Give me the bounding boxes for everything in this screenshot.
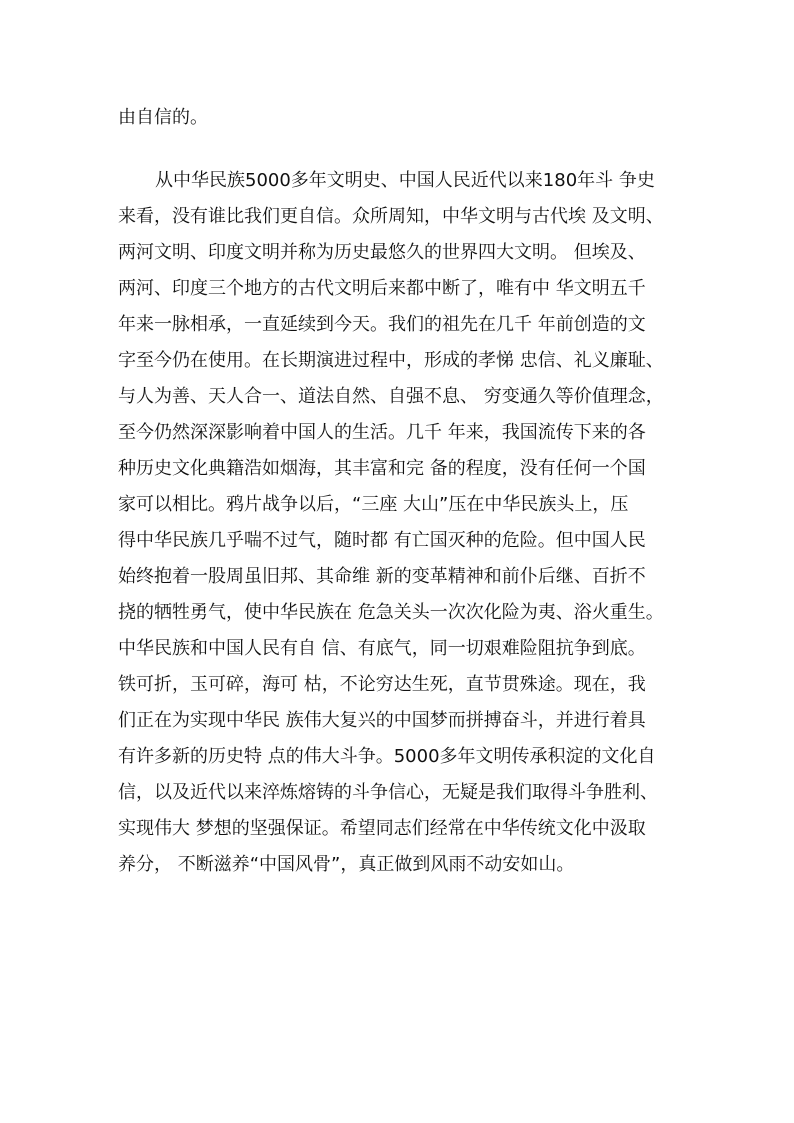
text-line: 年来一脉相承，一直延续到今天。我们的祖先在几千 年前创造的文 — [118, 314, 646, 335]
text-line: 中华民族和中国人民有自 信、有底气，同一切艰难险阻抗争到底。 — [118, 638, 646, 659]
text-line: 与人为善、天人合一、道法自然、自强不息、 穷变通久等价值理念， — [118, 386, 664, 407]
text-line: 字至今仍在使用。在长期演进过程中，形成的孝悌 忠信、礼义廉耻、 — [118, 350, 664, 371]
text-line: 始终抱着一股周虽旧邦、其命维 新的变革精神和前仆后继、百折不 — [118, 566, 646, 587]
text-line: 得中华民族几乎喘不过气，随时都 有亡国灭种的危险。但中国人民 — [118, 530, 646, 551]
text-line: 实现伟大 梦想的坚强保证。希望同志们经常在中华传统文化中汲取 — [118, 818, 646, 839]
text-line: 家可以相比。鸦片战争以后，“三座 大山”压在中华民族头上，压 — [118, 494, 629, 515]
text-line: 种历史文化典籍浩如烟海，其丰富和完 备的程度，没有任何一个国 — [118, 458, 646, 479]
text-line: 养分， 不断滋养“中国风骨”，真正做到风雨不动安如山。 — [118, 854, 575, 875]
text-line: 信，以及近代以来淬炼熔铸的斗争信心，无疑是我们取得斗争胜利、 — [118, 782, 658, 803]
text-line: 来看，没有谁比我们更自信。众所周知，中华文明与古代埃 及文明、 — [118, 206, 664, 227]
text-line: 两河文明、印度文明并称为历史最悠久的世界四大文明。 但埃及、 — [118, 242, 646, 263]
text-line: 有许多新的历史特 点的伟大斗争。5000多年文明传承积淀的文化自 — [118, 746, 656, 767]
text-line: 两河、印度三个地方的古代文明后来都中断了，唯有中 华文明五千 — [118, 278, 646, 299]
text-line: 挠的牺牲勇气，使中华民族在 危急关头一次次化险为夷、浴火重生。 — [118, 602, 664, 623]
text-line: 至今仍然深深影响着中国人的生活。几千 年来，我国流传下来的各 — [118, 422, 646, 443]
text-line: 铁可折，玉可碎，海可 枯，不论穷达生死，直节贯殊途。现在，我 — [118, 674, 646, 695]
text-line: 由自信的。 — [118, 107, 208, 128]
paragraph-first-line: 从中华民族5000多年文明史、中国人民近代以来180年斗 争史 — [155, 170, 655, 191]
text-line: 们正在为实现中华民 族伟大复兴的中国梦而拼搏奋斗，并进行着具 — [118, 710, 646, 731]
